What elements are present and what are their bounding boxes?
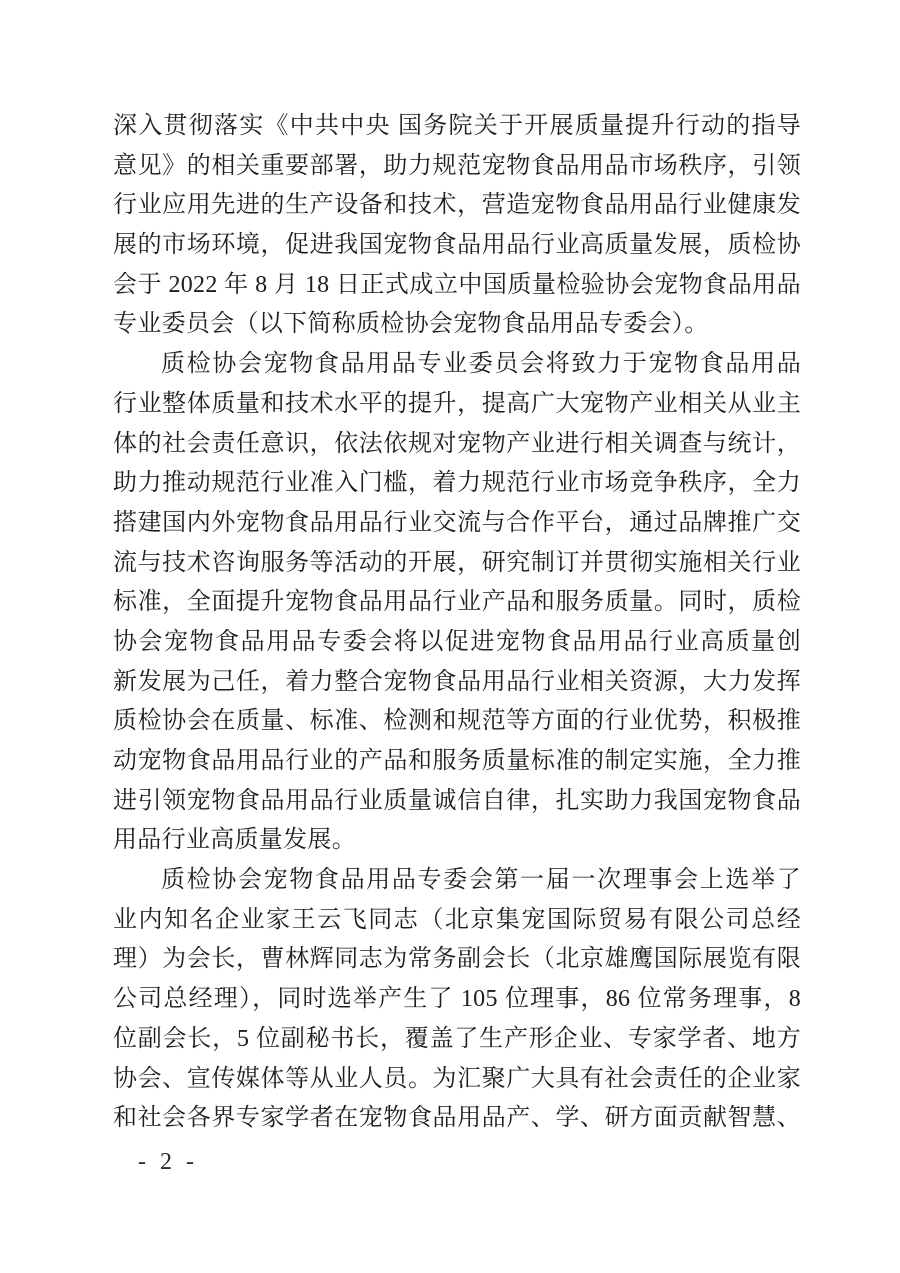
text-line: 流与技术咨询服务等活动的开展，研究制订并贯彻实施相关行业 xyxy=(113,549,801,576)
text-line: 位副会长，5 位副秘书长，覆盖了生产形企业、专家学者、地方 xyxy=(113,1025,801,1052)
page-number: - 2 - xyxy=(138,1149,198,1175)
document-body xyxy=(113,107,801,1139)
text-line: 搭建国内外宠物食品用品行业交流与合作平台，通过品牌推广交 xyxy=(113,509,801,536)
text-line: 行业应用先进的生产设备和技术，营造宠物食品用品行业健康发 xyxy=(113,192,801,219)
text-line: 质检协会在质量、标准、检测和规范等方面的行业优势，积极推 xyxy=(113,708,801,735)
text-line: 专业委员会（以下简称质检协会宠物食品用品专委会）。 xyxy=(113,311,709,338)
text-line: 标准，全面提升宠物食品用品行业产品和服务质量。同时，质检 xyxy=(113,589,801,616)
text-line: 协会宠物食品用品专委会将以促进宠物食品用品行业高质量创 xyxy=(113,628,801,655)
text-line: 和社会各界专家学者在宠物食品用品产、学、研方面贡献智慧、 xyxy=(113,1105,801,1132)
text-line: 质检协会宠物食品用品专业委员会将致力于宠物食品用品 xyxy=(161,351,801,378)
text-line: 会于 2022 年 8 月 18 日正式成立中国质量检验协会宠物食品用品 xyxy=(113,271,801,298)
text-line: 深入贯彻落实《中共中央 国务院关于开展质量提升行动的指导 xyxy=(113,113,801,139)
text-line: 质检协会宠物食品用品专委会第一届一次理事会上选举了 xyxy=(161,867,801,894)
text-line: 动宠物食品用品行业的产品和服务质量标准的制定实施，全力推 xyxy=(113,748,801,774)
text-line: 行业整体质量和技术水平的提升，提高广大宠物产业相关从业主 xyxy=(113,390,801,417)
text-line: 公司总经理），同时选举产生了 105 位理事，86 位常务理事，8 xyxy=(113,986,801,1013)
text-line: 理）为会长，曹林辉同志为常务副会长（北京雄鹰国际展览有限 xyxy=(113,946,801,973)
text-line: 助力推动规范行业准入门槛，着力规范行业市场竞争秩序，全力 xyxy=(113,470,801,497)
text-line: 新发展为己任，着力整合宠物食品用品行业相关资源，大力发挥 xyxy=(113,668,801,695)
text-line: 用品行业高质量发展。 xyxy=(113,827,356,854)
text-line: 进引领宠物食品用品行业质量诚信自律，扎实助力我国宠物食品 xyxy=(113,787,801,814)
text-line: 协会、宣传媒体等从业人员。为汇聚广大具有社会责任的企业家 xyxy=(113,1065,801,1092)
text-line: 意见》的相关重要部署，助力规范宠物食品用品市场秩序，引领 xyxy=(113,152,801,179)
text-line: 业内知名企业家王云飞同志（北京集宠国际贸易有限公司总经 xyxy=(113,906,801,933)
text-line: 展的市场环境，促进我国宠物食品用品行业高质量发展，质检协 xyxy=(113,232,801,259)
text-line: 体的社会责任意识，依法依规对宠物产业进行相关调查与统计， xyxy=(113,430,801,457)
